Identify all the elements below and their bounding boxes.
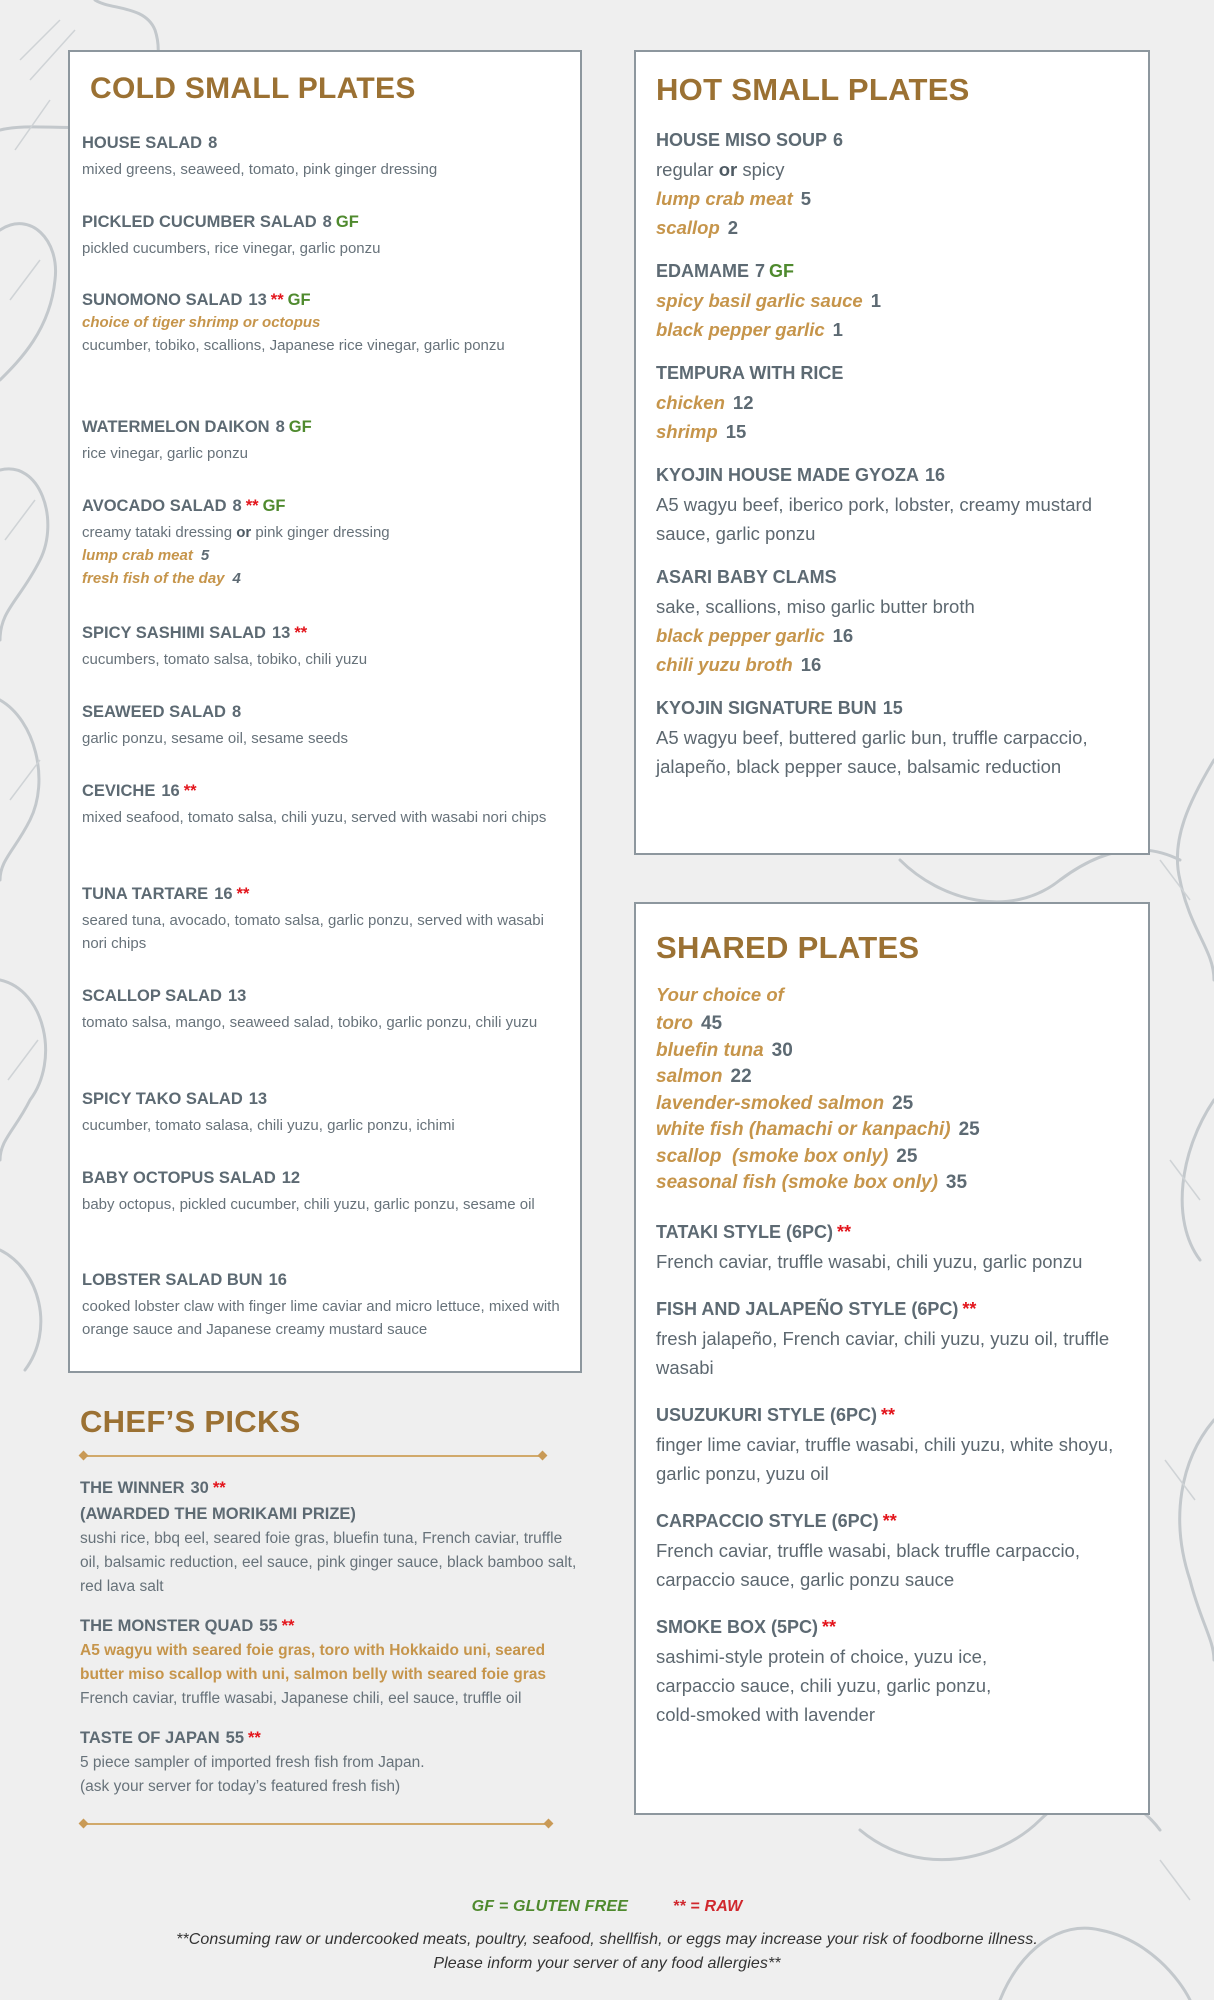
item-name: SEAWEED SALAD	[82, 703, 226, 721]
menu-item	[656, 125, 1128, 242]
item-description: cooked lobster claw with finger lime caviar and micro lettuce, mixed with orange sauce and Japanese creamy mustard sauce	[82, 1298, 560, 1338]
desc-or: or	[718, 159, 738, 180]
menu-item	[82, 132, 560, 181]
choice-label: seasonal fish (smoke box only)	[656, 1172, 938, 1193]
item-description: mixed greens, seaweed, tomato, pink ginger dressing	[82, 161, 438, 178]
raw-badge: **	[962, 1298, 977, 1319]
item-description: sushi rice, bbq eel, seared foie gras, bluefin tuna, French caviar, truffle oil, balsamic reduction, eel sauce, pink ginger sauce, black bamboo salt, red lava salt	[80, 1530, 577, 1595]
menu-item	[656, 562, 1128, 679]
menu-item	[656, 1612, 1128, 1729]
item-price: 8	[231, 703, 242, 721]
disclaimer	[0, 1928, 1214, 1976]
gf-badge: GF	[335, 213, 359, 231]
choice-price: 30	[771, 1039, 793, 1061]
menu-item	[80, 1613, 580, 1711]
ornamental-divider	[80, 1819, 552, 1829]
item-name: HOUSE MISO SOUP	[656, 130, 828, 150]
choice-price: 25	[896, 1145, 918, 1167]
item-name: KYOJIN HOUSE MADE GYOZA	[656, 465, 920, 485]
item-price: 55	[225, 1729, 245, 1747]
item-name: FISH AND JALAPEÑO STYLE (6PC)	[656, 1298, 959, 1319]
option-label: fresh fish of the day	[82, 570, 225, 587]
divider-line	[84, 1455, 542, 1457]
item-name: WATERMELON DAIKON	[82, 418, 270, 436]
raw-badge: **	[837, 1221, 852, 1242]
menu-item	[82, 289, 560, 357]
option-price: 2	[727, 217, 739, 238]
item-description: pickled cucumbers, rice vinegar, garlic ponzu	[82, 240, 381, 257]
item-description: cucumber, tomato salasa, chili yuzu, garlic ponzu, ichimi	[82, 1117, 455, 1134]
desc-part: spicy	[742, 159, 785, 180]
option-price: 5	[800, 188, 812, 209]
diamond-icon	[79, 1819, 89, 1829]
menu-item	[80, 1725, 580, 1799]
hot-small-plates-card	[634, 50, 1150, 855]
item-name: BABY OCTOPUS SALAD	[82, 1169, 276, 1187]
menu-item	[82, 883, 560, 955]
raw-badge: **	[236, 885, 250, 903]
hot-items-list	[656, 125, 1128, 781]
menu-item	[656, 358, 1128, 446]
item-description-line: carpaccio sauce, chili yuzu, garlic ponzu,	[656, 1674, 992, 1696]
protein-choice-list	[656, 979, 1128, 1197]
item-description: finger lime caviar, truffle wasabi, chili yuzu, white shoyu, garlic ponzu, yuzu oil	[656, 1433, 1114, 1484]
item-name: LOBSTER SALAD BUN	[82, 1271, 263, 1289]
choice-label: salmon	[656, 1066, 723, 1087]
item-name: KYOJIN SIGNATURE BUN	[656, 698, 877, 718]
section-title-hot: HOT SMALL PLATES	[656, 72, 970, 107]
item-description: garlic ponzu, sesame oil, sesame seeds	[82, 730, 348, 747]
menu-item	[656, 1506, 1128, 1594]
item-highlight: A5 wagyu with seared foie gras, toro with Hokkaido uni, seared butter miso scallop with uni, salmon belly with seared foie gras	[80, 1642, 546, 1683]
menu-item	[82, 780, 560, 829]
choice-price: 25	[958, 1119, 980, 1140]
item-name: ASARI BABY CLAMS	[656, 567, 837, 587]
section-title-chefs: CHEF’S PICKS	[80, 1404, 301, 1439]
disclaimer-line: Please inform your server of any food allergies**	[433, 1955, 781, 1972]
menu-item	[656, 1400, 1128, 1488]
raw-badge: **	[270, 291, 284, 309]
item-name: THE WINNER	[80, 1479, 185, 1497]
option-label: spicy basil garlic sauce	[656, 290, 863, 311]
item-name: CARPACCIO STYLE (6PC)	[656, 1510, 879, 1531]
option-label: black pepper garlic	[656, 319, 825, 340]
diamond-icon	[538, 1451, 548, 1461]
menu-item	[656, 1217, 1128, 1276]
item-price: 8	[322, 213, 332, 231]
option-price: 15	[725, 421, 747, 442]
menu-item	[656, 256, 1128, 344]
menu-item	[656, 1294, 1128, 1382]
desc-part: pink ginger dressing	[255, 524, 390, 541]
item-description: rice vinegar, garlic ponzu	[82, 445, 248, 462]
item-name: TEMPURA WITH RICE	[656, 363, 844, 383]
desc-part: creamy tataki dressing	[82, 524, 233, 541]
item-description: tomato salsa, mango, seaweed salad, tobiko, garlic ponzu, chili yuzu	[82, 1014, 538, 1031]
raw-badge: **	[281, 1617, 295, 1635]
raw-badge: **	[183, 782, 197, 800]
item-price: 6	[833, 130, 844, 150]
item-name: SPICY SASHIMI SALAD	[82, 624, 266, 642]
item-option	[82, 567, 560, 590]
menu-item	[82, 1167, 560, 1216]
item-description: cucumber, tobiko, scallions, Japanese rice vinegar, garlic ponzu	[82, 337, 505, 354]
divider-line	[84, 1823, 548, 1825]
item-price: 8	[208, 134, 218, 152]
diamond-icon	[79, 1451, 89, 1461]
item-option	[656, 184, 1128, 213]
raw-badge: **	[294, 624, 308, 642]
item-description-line: (ask your server for today’s featured fresh fish)	[80, 1778, 401, 1795]
item-description: A5 wagyu beef, iberico pork, lobster, creamy mustard sauce, garlic ponzu	[656, 494, 1092, 544]
item-description: French caviar, truffle wasabi, Japanese chili, eel sauce, truffle oil	[80, 1690, 522, 1707]
item-price: 13	[248, 1090, 268, 1108]
menu-item	[82, 985, 560, 1034]
choice-label: bluefin tuna	[656, 1039, 764, 1061]
item-option	[656, 213, 1128, 242]
item-option	[656, 315, 1128, 344]
menu-item	[82, 416, 560, 465]
menu-item	[82, 701, 560, 750]
item-description: French caviar, truffle wasabi, black truffle carpaccio, carpaccio sauce, garlic ponzu sauce	[656, 1539, 1080, 1590]
item-note: choice of tiger shrimp or octopus	[82, 314, 321, 331]
item-price: 15	[882, 698, 903, 718]
choice-price: 35	[945, 1172, 968, 1193]
item-option	[656, 388, 1128, 417]
gf-badge: GF	[262, 497, 286, 515]
option-price: 1	[832, 319, 843, 340]
raw-badge: **	[881, 1404, 896, 1425]
item-price: 16	[214, 885, 233, 903]
gf-legend: GF = GLUTEN FREE	[471, 1898, 629, 1915]
option-label: scallop	[656, 217, 720, 238]
item-name: SPICY TAKO SALAD	[82, 1090, 243, 1108]
menu-item	[656, 460, 1128, 548]
diamond-icon	[544, 1819, 554, 1829]
item-name: TATAKI STYLE (6PC)	[656, 1221, 833, 1242]
item-name: THE MONSTER QUAD	[80, 1617, 254, 1635]
item-option	[656, 286, 1128, 315]
option-price: 12	[732, 392, 754, 413]
item-name: TUNA TARTARE	[82, 885, 209, 903]
item-option	[82, 544, 560, 567]
item-name: USUZUKURI STYLE (6PC)	[656, 1404, 878, 1425]
item-description: cucumbers, tomato salsa, tobiko, chili yuzu	[82, 651, 368, 668]
choice-label: scallop (smoke box only)	[656, 1145, 889, 1167]
item-description: A5 wagyu beef, buttered garlic bun, truffle carpaccio, jalapeño, black pepper sauce, balsamic reduction	[656, 727, 1088, 777]
item-description: baby octopus, pickled cucumber, chili yuzu, garlic ponzu, sesame oil	[82, 1196, 535, 1213]
item-description: seared tuna, avocado, tomato salsa, garlic ponzu, served with wasabi nori chips	[82, 912, 544, 952]
option-price: 4	[232, 570, 241, 587]
item-name: SUNOMONO SALAD	[82, 291, 243, 309]
item-description	[656, 155, 1128, 184]
option-price: 5	[200, 547, 210, 564]
gf-badge: GF	[288, 418, 312, 436]
shared-plates-card	[634, 902, 1150, 1815]
raw-badge: **	[212, 1479, 226, 1497]
option-label: black pepper garlic	[656, 625, 825, 646]
item-price: 8	[232, 497, 242, 515]
item-description: sake, scallions, miso garlic butter broth	[656, 596, 975, 617]
section-title-cold: COLD SMALL PLATES	[90, 72, 416, 105]
section-title-shared: SHARED PLATES	[656, 930, 920, 965]
item-name: SCALLOP SALAD	[82, 987, 222, 1005]
cold-small-plates-card	[68, 50, 582, 1373]
item-option	[656, 621, 1128, 650]
option-label: lump crab meat	[82, 547, 193, 564]
ornamental-divider	[80, 1451, 546, 1461]
choice-row	[656, 1117, 1128, 1144]
choice-price: 22	[730, 1066, 752, 1087]
item-price: 55	[259, 1617, 278, 1635]
option-label: chicken	[656, 392, 725, 413]
gf-badge: GF	[769, 261, 795, 281]
item-description: fresh jalapeño, French caviar, chili yuzu, yuzu oil, truffle wasabi	[656, 1327, 1110, 1378]
chefs-picks-section	[80, 1406, 580, 1829]
choice-row	[656, 1091, 1128, 1118]
menu-item	[82, 211, 560, 260]
item-price: 13	[227, 987, 247, 1005]
choice-row	[656, 1170, 1128, 1197]
item-option	[656, 417, 1128, 446]
raw-legend: ** = RAW	[672, 1898, 743, 1915]
menu-item	[82, 1088, 560, 1137]
menu-item	[82, 1269, 560, 1341]
item-name: EDAMAME	[656, 261, 749, 281]
choice-label: lavender-smoked salmon	[656, 1092, 885, 1114]
item-price: 16	[161, 782, 180, 800]
disclaimer-line: **Consuming raw or undercooked meats, poultry, seafood, shellfish, or eggs may increase your risk of foodborne illness.	[176, 1931, 1038, 1948]
desc-or: or	[236, 524, 252, 541]
menu-item	[656, 693, 1128, 781]
item-name: CEVICHE	[82, 782, 156, 800]
legend	[0, 1898, 1214, 1916]
item-description-line: cold-smoked with lavender	[656, 1703, 876, 1725]
option-price: 16	[832, 625, 854, 646]
item-name: SMOKE BOX (5PC)	[656, 1616, 819, 1637]
choice-heading: Your choice of	[656, 984, 784, 1005]
choice-row	[656, 1144, 1128, 1171]
item-price: 16	[268, 1271, 287, 1289]
item-price: 8	[275, 418, 285, 436]
choice-label: toro	[656, 1013, 693, 1034]
item-name: TASTE OF JAPAN	[80, 1729, 220, 1747]
desc-part: regular	[656, 159, 714, 180]
shared-styles-list	[656, 1217, 1128, 1729]
item-description: French caviar, truffle wasabi, chili yuzu, garlic ponzu	[656, 1250, 1083, 1272]
gf-badge: GF	[287, 291, 311, 309]
item-price: 7	[755, 261, 766, 281]
option-price: 1	[870, 290, 881, 311]
choice-row	[656, 1038, 1128, 1065]
item-name: AVOCADO SALAD	[82, 497, 227, 515]
choice-row	[656, 1011, 1128, 1038]
choice-row	[656, 1064, 1128, 1091]
raw-badge: **	[248, 1729, 261, 1747]
item-description: mixed seafood, tomato salsa, chili yuzu, served with wasabi nori chips	[82, 809, 547, 826]
option-label: chili yuzu broth	[656, 654, 793, 675]
option-label: shrimp	[656, 421, 718, 442]
item-option	[656, 650, 1128, 679]
item-subtitle: (AWARDED THE MORIKAMI PRIZE)	[80, 1505, 356, 1523]
choice-price: 45	[700, 1013, 723, 1034]
item-price: 30	[190, 1479, 209, 1497]
item-price: 13	[248, 291, 267, 309]
raw-badge: **	[882, 1510, 897, 1531]
item-price: 16	[925, 465, 946, 485]
menu-item	[82, 622, 560, 671]
choice-price: 25	[892, 1092, 914, 1114]
item-description-line: sashimi-style protein of choice, yuzu ice,	[656, 1645, 988, 1667]
option-price: 16	[800, 654, 822, 675]
item-name: PICKLED CUCUMBER SALAD	[82, 213, 317, 231]
raw-badge: **	[822, 1616, 837, 1637]
choice-label: white fish (hamachi or kanpachi)	[656, 1119, 951, 1140]
option-label: lump crab meat	[656, 188, 793, 209]
item-price: 13	[271, 624, 291, 642]
menu-item	[82, 495, 560, 590]
raw-badge: **	[245, 497, 259, 515]
menu-item	[80, 1475, 580, 1599]
item-name: HOUSE SALAD	[82, 134, 203, 152]
item-price: 12	[281, 1169, 301, 1187]
item-description-line: 5 piece sampler of imported fresh fish from Japan.	[80, 1754, 425, 1771]
item-description	[82, 521, 560, 544]
menu-footer	[0, 1898, 1214, 1976]
